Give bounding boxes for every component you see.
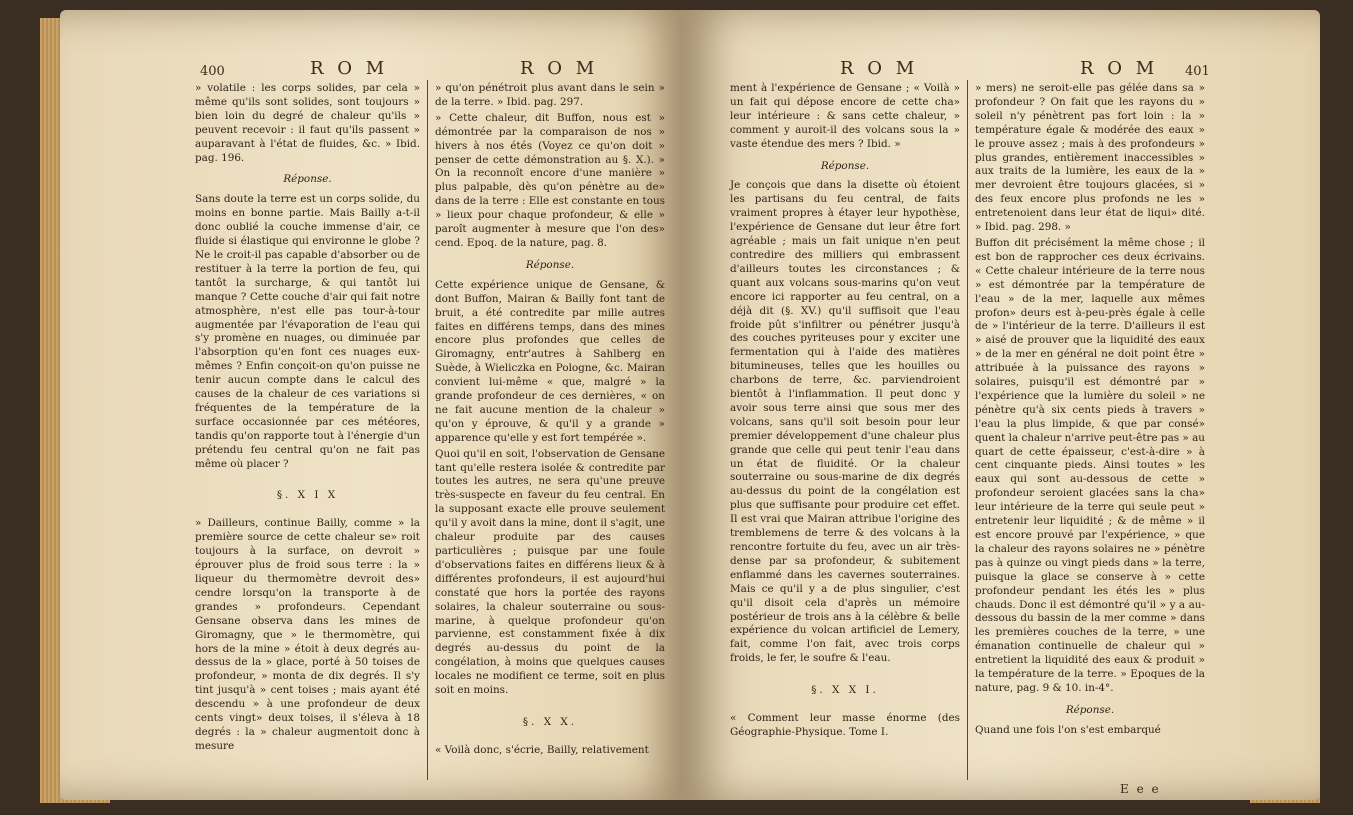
left-page (60, 10, 690, 800)
running-head: R O M (520, 58, 599, 79)
text-column-1 (730, 82, 960, 742)
section-number: §. X X. (522, 715, 578, 728)
paragraph: « Comment leur masse énorme (des Géographie-Physique. Tome I. (730, 712, 960, 738)
paragraph: » mers) ne seroit-elle pas gélée dans sa » profondeur ? On fait que les rayons du » soleil n'y pénètrent pas fort loin : la » température égale & modérée des eaux » le prouve assez ; mais à des profondeurs » plus grandes, entièrement inaccessibles » aux traits de la lumière, les eaux de la » mer devroient être toujours glacées, si » des feux encore plus profonds ne les » entretenoient dans leur état de liqui» dité. » Ibid. pag. 298. » (975, 82, 1205, 234)
running-head: R O M (840, 58, 919, 79)
paragraph: Je conçois que dans la disette où étoient les partisans du feu central, de faits vraiment propres à étayer leur hypothèse, l'expérience de Gensane dut leur être fort agréable ; mais un fait unique n'en peut contredire des milliers qui embrassent d'ailleurs toutes les circonstances ; & quant aux volcans sous-marins qu'on veut encore ici rapporter au feu central, on a déjà dit (§. XV.) qu'il suffisoit que l'eau froide pût s'infiltrer ou pénétrer jusqu'à des couches pyriteuses pour y exciter une fermentation qui à l'aide des matières bitumineuses, telles que les houilles ou charbons de terre, &c. parviendroient bientôt à l'inflammation. Il peut donc y avoir sous terre ainsi que sous mer des volcans, sans qu'il soit besoin pour leur premier développement d'une chaleur plus grande que celle qui peut tenir l'eau dans un état de fluidité. Or la chaleur souterraine ou sous-marine de dix degrés au-dessus du point de la congélation est plus que suffisante pour produire cet effet. Il est vrai que Mairan attribue l'origine des tremblemens de terre & des volcans à la rencontre fortuite du feu, avec un air très-dense par sa profondeur, & subitement enflammé dans les cavernes souterraines. Mais ce qu'il y a de plus singulier, c'est qu'il disoit cela d'après un mémoire postérieur de trois ans à la célèbre & belle expérience du volcan artificiel de Lemery, fait, comme l'on fait, avec trois corps froids, le fer, le soufre & l'eau. (730, 179, 960, 665)
paragraph: Sans doute la terre est un corps solide, du moins en bonne partie. Mais Bailly a-t-il donc oublié la couche immense d'air, ce fluide si élastique qui environne le globe ? Ne le croit-il pas capable d'absorber ou de restituer à la terre la portion de feu, qui tantôt la surcharge, & qui tantôt lui manque ? Cette couche d'air qui fait notre atmosphère, n'est elle pas tour-à-tour augmentée par l'évaporation de l'eau qui s'y promène en nuages, ou diminuée par l'absorption qu'en font ces nuages eux-mêmes ? Enfin conçoit-on qu'on puisse ne tenir aucun compte dans le calcul des causes de la chaleur de ces variations si fréquentes de la température de la surface occasionnée par ces météores, tandis qu'on rapporte tout à l'énergie d'un prétendu feu central qu'on ne fait pas même où placer ? (195, 193, 420, 470)
text-column-2 (975, 82, 1205, 740)
paragraph: ment à l'expérience de Gensane ; « Voilà » un fait qui dépose encore de cette cha» leur intérieure : & sans cette chaleur, » comment y auroit-il des volcans sous la » vaste étendue des mers ? Ibid. » (730, 82, 960, 150)
right-page (680, 10, 1320, 800)
column-rule (967, 80, 968, 780)
text-column-2 (435, 82, 665, 760)
paragraph: Cette expérience unique de Gensane, & dont Buffon, Mairan & Bailly font tant de bruit, a été contredite par mille autres faites en différens temps, dans des mines encore plus profondes que celles de Giromagny, entr'autres à Sahlberg en Suède, à Wieliczka en Pologne, &c. Mairan convient lui-même « que, malgré » la grande profondeur de ces dernières, « on ne fait aucune mention de la chaleur » qu'on y éprouve, & qu'il y a grande » apparence qu'elle y est fort tempérée ». (435, 278, 665, 444)
paragraph: » volatile : les corps solides, par cela » même qu'ils sont solides, sont toujours » bien loin du degré de chaleur qu'ils » peuvent recevoir : il faut qu'ils passent » auparavant à l'état de fluides, &c. » Ibid. pag. 196. (195, 82, 420, 164)
section-heading: Réponse. (1065, 703, 1115, 716)
section-heading: Réponse. (820, 159, 870, 172)
section-number: §. X I X (276, 489, 339, 502)
column-rule (427, 80, 428, 780)
section-number: §. X X I. (811, 684, 879, 697)
section-heading: Réponse. (283, 173, 332, 186)
page-number: 400 (200, 64, 225, 79)
paragraph: Buffon dit précisément la même chose ; il est bon de rapprocher ces deux écrivains. « Cette chaleur intérieure de la terre nous » est démontrée par la température de l'eau » de la mer, laquelle aux mêmes profon» deurs est à-peu-près égale à celle de » l'intérieur de la terre. D'ailleurs il est » aisé de prouver que la liquidité des eaux » de la mer en général ne doit point être » attribuée à la puissance des rayons » solaires, puisqu'il est démontré par » l'expérience que la lumière du soleil » ne pénètre qu'à six cents pieds à travers » l'eau la plus limpide, & que par consé» quent la chaleur n'arrive peut-être pas » au quart de cette épaisseur, c'est-à-dire » à cent cinquante pieds. Ainsi toutes » les eaux qui sont au-dessous de cette » profondeur seroient glacées sans la cha» leur intérieure de la terre qui seule peut » entretenir leur liquidité ; & de même » il est encore prouvé par l'expérience, » que la chaleur des rayons solaires ne » pénètre pas à quinze ou vingt pieds dans » la terre, puisque la glace se conserve à » cette profondeur pendant les étés les » plus chauds. Donc il est démontré qu'il » y a au-dessous du bassin de la mer comme » dans les premières couches de la terre, » une émanation continuelle de chaleur qui » entretient la liquidité des eaux & produit » la température de la terre. » Epoques de la nature, pag. 9 & 10. in-4°. (975, 236, 1205, 694)
paragraph: Quand une fois l'on s'est embarqué (975, 723, 1161, 736)
page-number: 401 (1185, 64, 1210, 79)
open-book (60, 10, 1300, 810)
text-column-1 (195, 82, 420, 756)
paragraph: » Cette chaleur, dit Buffon, nous est » démontrée par la comparaison de nos » hivers à nos étés (Voyez ce qu'on doit » penser de cette démonstration au §. X.). » On la reconnoît encore d'une manière » plus palpable, dès qu'on pénètre au de» dans de la terre : Elle est constante en tous » lieux pour chaque profondeur, & elle » paroît augmenter à mesure que l'on des» cend. Epoq. de la nature, pag. 8. (435, 111, 665, 249)
section-heading: Réponse. (525, 258, 575, 271)
paragraph: « Voilà donc, s'écrie, Bailly, relativement (435, 743, 649, 756)
running-head: R O M (310, 58, 389, 79)
paragraph: Quoi qu'il en soit, l'observation de Gensane tant qu'elle restera isolée & contredite par toutes les autres, ne sera qu'une preuve très-suspecte en faveur du feu central. En la supposant exacte elle prouve seulement qu'il y avoit dans la mine, dont il s'agit, une chaleur produite par des causes particulières ; puisque par une foule d'observations faites en différens lieux & à différentes profondeurs, il est aujourd'hui constaté que hors la portée des rayons solaires, la chaleur souterraine ou sous-marine, à quelque profondeur qu'on parvienne, est constamment fixée à dix degrés au-dessus du point de la congélation, à moins que quelques causes locales ne modifient ce terme, soit en plus soit en moins. (435, 447, 665, 697)
running-head: R O M (1080, 58, 1159, 79)
paragraph: » qu'on pénétroit plus avant dans le sein » de la terre. » Ibid. pag. 297. (435, 82, 665, 108)
paragraph: » Dailleurs, continue Bailly, comme » la première source de cette chaleur se» roit toujours à la surface, on devroit » éprouver plus de froid sous terre : la » liqueur du thermomètre devroit des» cendre lorsqu'on la transporte à de grandes » profondeurs. Cependant Gensane observa dans les mines de Giromagny, que » le thermomètre, qui hors de la mine » étoit à deux degrés au-dessus de la » glace, porté à 50 toises de profondeur, » monta de dix degrés. Il s'y tint jusqu'à » cent toises ; mais ayant été descendu » à une profondeur de deux cents vingt» deux toises, il s'éleva à 18 degrés : la » chaleur augmentoit donc à mesure (195, 517, 420, 752)
signature-mark: E e e (1120, 782, 1161, 796)
